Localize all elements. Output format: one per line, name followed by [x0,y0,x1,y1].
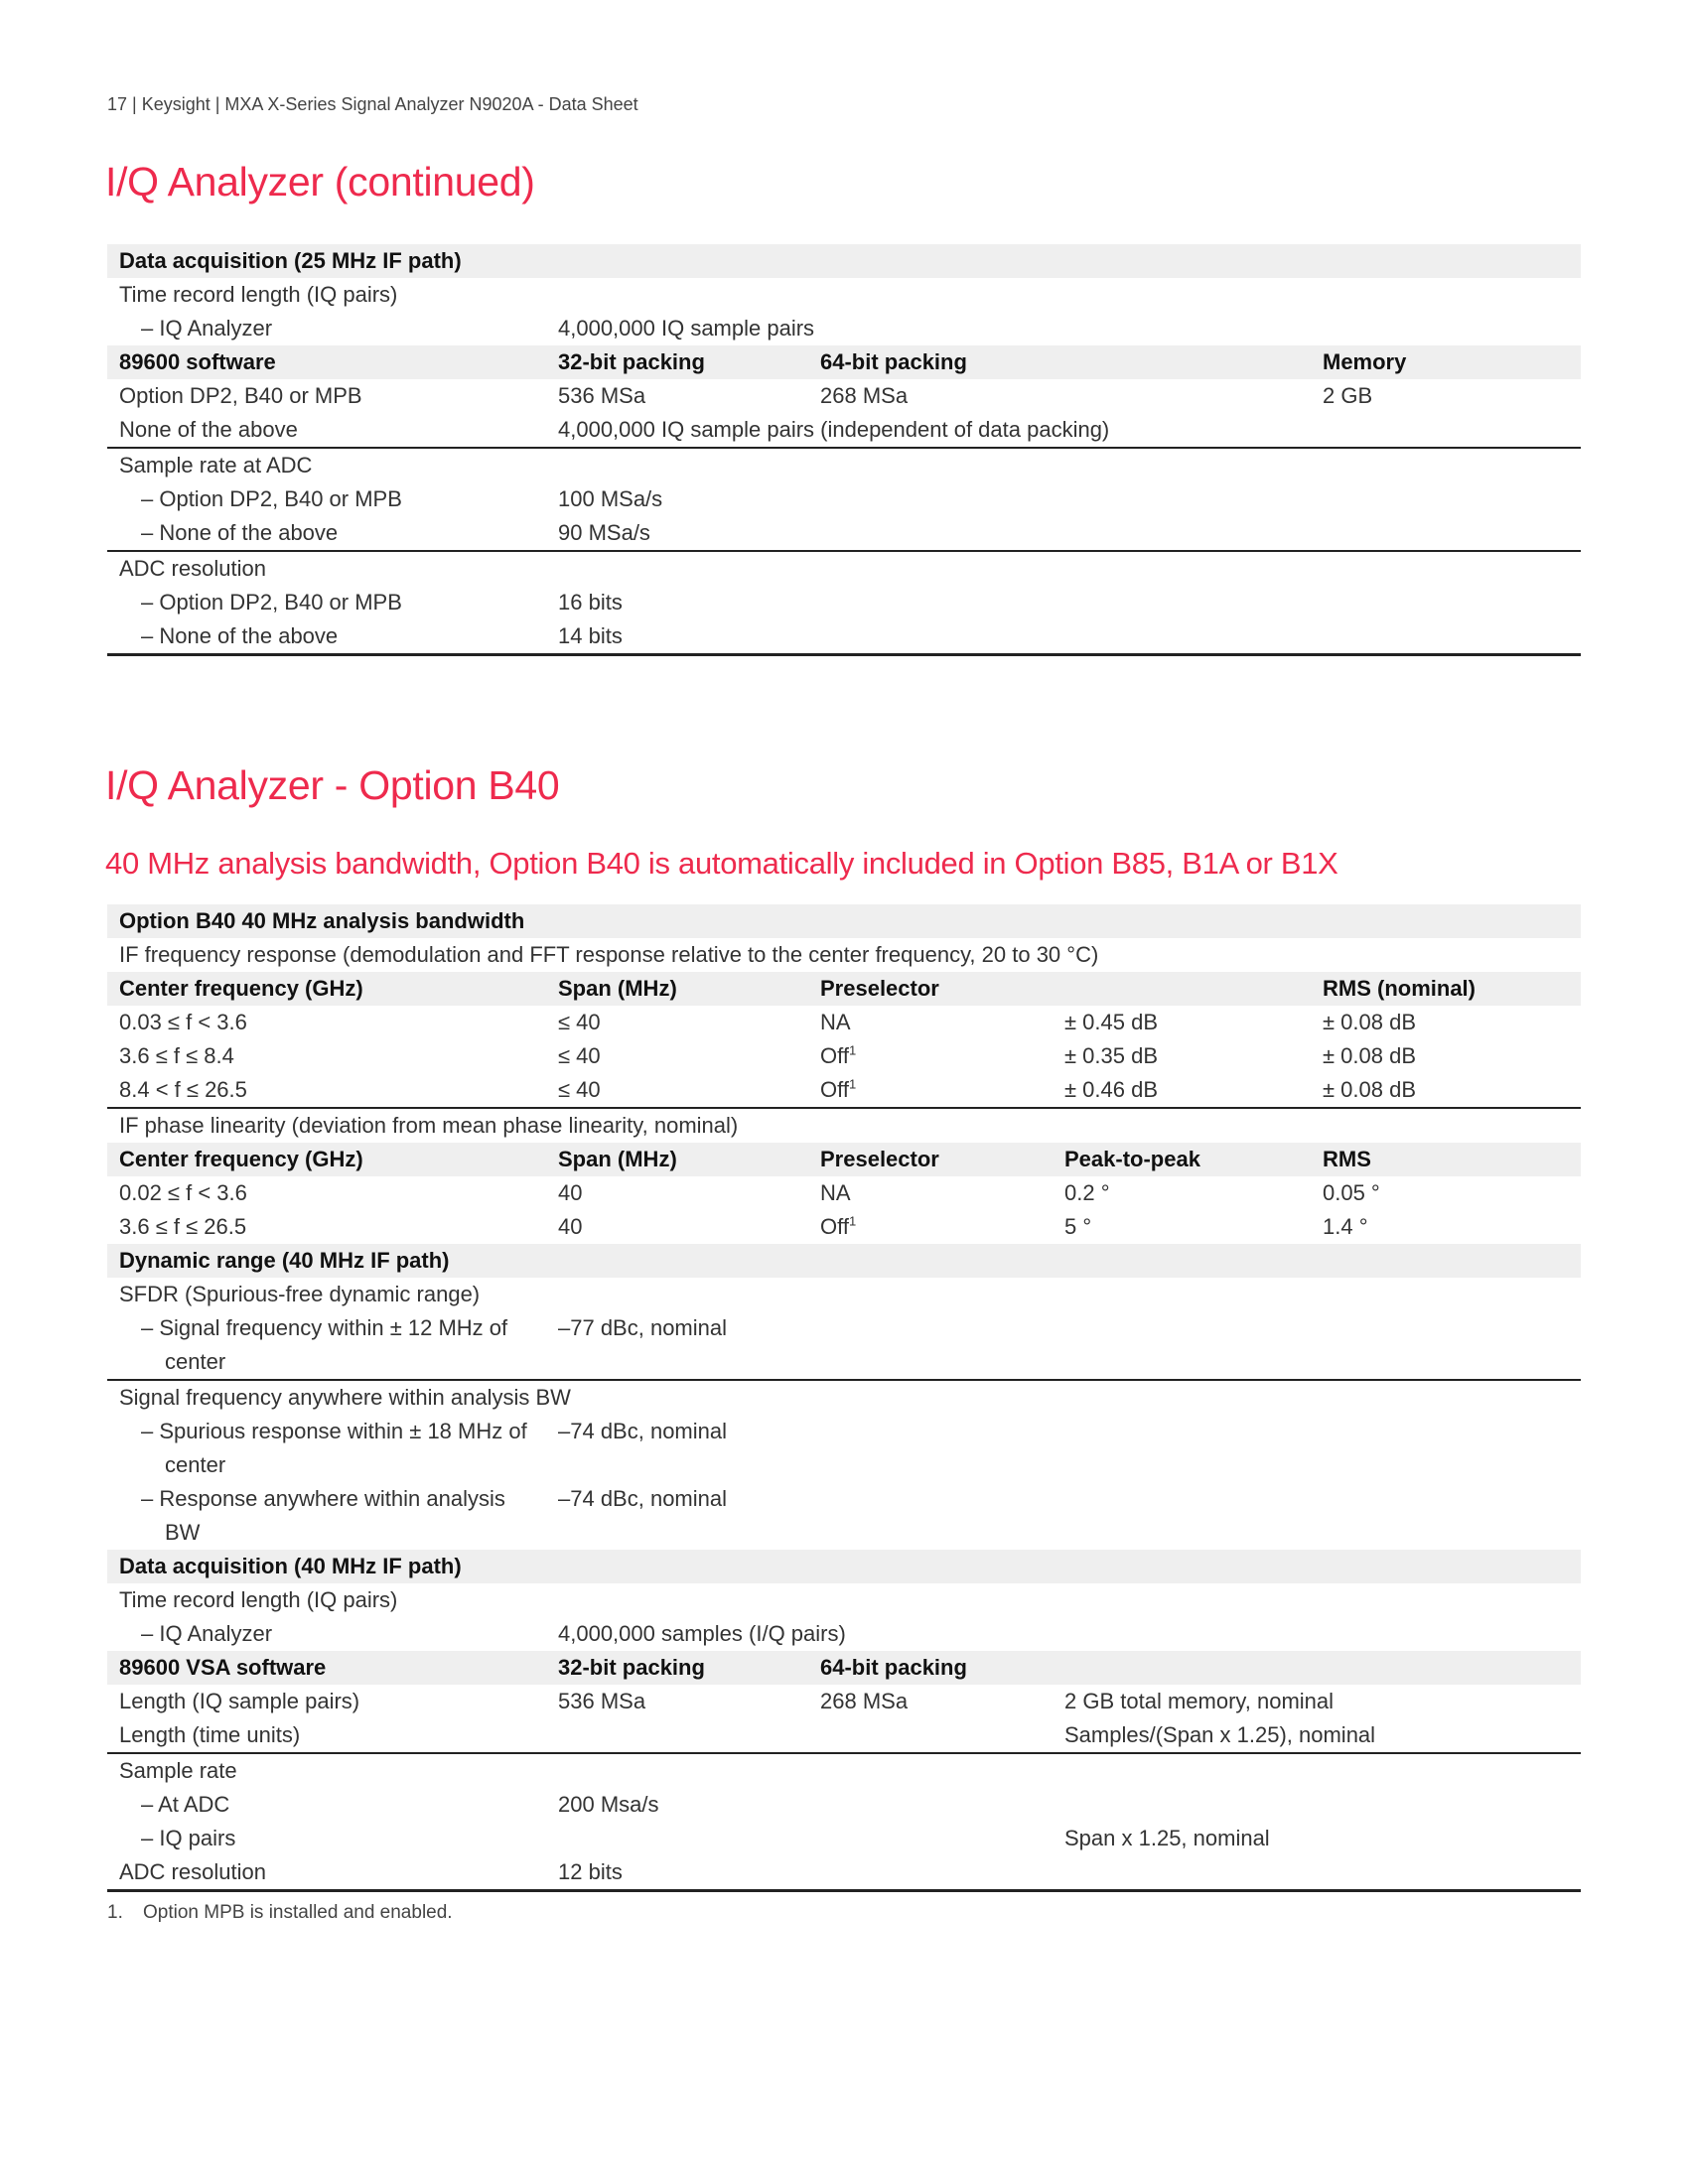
table-row [107,379,1581,413]
row-label: – Spurious response within ± 18 MHz of center [141,1419,527,1477]
row-label: 0.03 ≤ f < 3.6 [119,1010,247,1034]
table-row [107,1039,1581,1073]
table-row [107,345,1581,379]
cell-value: 100 MSa/s [558,486,663,511]
table-row [107,1108,1581,1143]
column-header: Span (MHz) [546,972,808,1006]
table-row [107,1550,1581,1583]
column-header [1053,972,1311,1006]
cell-value: 2 GB total memory, nominal [1064,1689,1335,1713]
table-row [107,1617,1581,1651]
row-label: Length (time units) [107,1718,546,1753]
row-label: 3.6 ≤ f ≤ 8.4 [119,1043,234,1068]
cell-value: 4,000,000 samples (I/Q pairs) [558,1621,846,1646]
cell-value: Span x 1.25, nominal [1064,1826,1270,1850]
cell-value [546,1822,808,1855]
column-header: 32-bit packing [546,345,808,379]
cell-value [808,1210,1053,1244]
table-row [107,1482,1581,1550]
table-row [107,1380,1581,1415]
row-label: ADC resolution [119,556,266,581]
cell-value: ≤ 40 [558,1043,601,1068]
cell-value [546,1718,808,1753]
cell-value-text: Off [820,1077,849,1102]
row-label: Sample rate [119,1758,237,1783]
row-label: IF frequency response (demodulation and FFT response relative to the center frequency, 20 to 30 °C) [119,942,1099,967]
cell-value: –74 dBc, nominal [558,1419,727,1443]
cell-value: ± 0.46 dB [1053,1073,1311,1108]
cell-value: ≤ 40 [546,1073,808,1108]
cell-value [808,1822,1053,1855]
column-header: RMS (nominal) [1311,972,1581,1006]
spec-table-25mhz [107,244,1581,656]
table-row [107,904,1581,938]
table-row [107,1006,1581,1039]
table-row [107,482,1581,516]
row-label: – IQ pairs [141,1826,236,1850]
cell-value: 5 ° [1064,1214,1092,1239]
row-label: – Response anywhere within analysis BW [141,1486,505,1545]
row-label: – IQ Analyzer [141,316,273,341]
cell-value: 40 [558,1180,583,1205]
table-row [107,619,1581,655]
cell-value: NA [820,1180,851,1205]
cell-value: 0.05 ° [1323,1180,1380,1205]
footnote-marker: 1 [848,1076,857,1092]
row-label: Length (IQ sample pairs) [119,1689,360,1713]
cell-value: 90 MSa/s [546,516,1581,551]
table-row [107,1210,1581,1244]
cell-value: 536 MSa [558,383,646,408]
footnote-text: Option MPB is installed and enabled. [143,1902,453,1923]
section-header: Data acquisition (25 MHz IF path) [107,244,1581,278]
table-row [107,1311,1581,1380]
cell-value [808,1073,1053,1108]
cell-value: 536 MSa [558,1689,646,1713]
cell-value: 2 GB [1323,383,1373,408]
section-header: Dynamic range (40 MHz IF path) [107,1244,1581,1278]
column-header: 64-bit packing [808,345,1311,379]
row-label: IF phase linearity (deviation from mean phase linearity, nominal) [119,1113,739,1138]
row-label: 8.4 < f ≤ 26.5 [107,1073,546,1108]
table-row [107,1788,1581,1822]
column-header: Peak-to-peak [1053,1143,1311,1176]
cell-value: 200 Msa/s [558,1792,659,1817]
spec-table-option-b40 [107,904,1581,1892]
column-header: 32-bit packing [546,1651,808,1685]
table-row [107,413,1581,448]
cell-value: 268 MSa [820,383,909,408]
cell-value: ± 0.35 dB [1064,1043,1159,1068]
footnote-number: 1. [107,1902,123,1923]
row-label: Time record length (IQ pairs) [119,1587,398,1612]
footnote-marker: 1 [848,1042,857,1058]
column-header: Span (MHz) [546,1143,808,1176]
table-row [107,1143,1581,1176]
cell-value [808,1039,1053,1073]
cell-value: Samples/(Span x 1.25), nominal [1053,1718,1581,1753]
cell-value: ± 0.08 dB [1323,1010,1417,1034]
cell-value-text: Off [820,1214,849,1239]
cell-value [808,1718,1053,1753]
column-header: Center frequency (GHz) [107,1143,546,1176]
cell-value: 4,000,000 IQ sample pairs [558,316,815,341]
row-label: Time record length (IQ pairs) [119,282,398,307]
row-label: – None of the above [107,516,546,551]
column-header: Memory [1311,345,1581,379]
row-label: – At ADC [141,1792,230,1817]
cell-value: 40 [558,1214,583,1239]
column-header [1053,1651,1581,1685]
column-header: RMS [1311,1143,1581,1176]
cell-value: ± 0.45 dB [1064,1010,1159,1034]
row-label: None of the above [107,413,546,448]
section-header: Data acquisition (40 MHz IF path) [107,1550,1581,1583]
table-row [107,1718,1581,1753]
cell-value: 1.4 ° [1323,1214,1368,1239]
table-row [107,1278,1581,1311]
page-header: 17 | Keysight | MXA X-Series Signal Analyzer N9020A - Data Sheet [107,94,638,114]
table-row [107,938,1581,972]
table-row [107,312,1581,345]
footnote-marker: 1 [848,1213,857,1229]
row-label: – Option DP2, B40 or MPB [141,486,402,511]
table-row [107,1753,1581,1788]
table-row [107,1651,1581,1685]
cell-value-text: Off [820,1043,849,1068]
column-header: Center frequency (GHz) [107,972,546,1006]
table-row [107,1583,1581,1617]
row-label: Sample rate at ADC [119,453,313,478]
section-subtitle: 40 MHz analysis bandwidth, Option B40 is automatically included in Option B85, B1A or B1X [105,846,1338,881]
cell-value: –77 dBc, nominal [546,1311,1581,1380]
table-row [107,1073,1581,1108]
row-label: 0.02 ≤ f < 3.6 [119,1180,247,1205]
row-label: Signal frequency anywhere within analysis BW [119,1385,571,1410]
row-label: – None of the above [107,619,546,655]
cell-value: 12 bits [546,1855,1581,1891]
table-row [107,244,1581,278]
row-label: 3.6 ≤ f ≤ 26.5 [119,1214,247,1239]
table-row [107,1685,1581,1718]
column-header: 89600 software [107,345,546,379]
row-label: SFDR (Spurious-free dynamic range) [119,1282,481,1306]
table-row [107,1244,1581,1278]
table-row [107,448,1581,482]
table-row [107,516,1581,551]
section-title-option-b40: I/Q Analyzer - Option B40 [105,762,560,808]
cell-value: 268 MSa [820,1689,909,1713]
cell-value: NA [820,1010,851,1034]
table-row [107,972,1581,1006]
column-header: 89600 VSA software [107,1651,546,1685]
table-row [107,551,1581,586]
column-header: Preselector [808,972,1053,1006]
cell-value: –74 dBc, nominal [558,1486,727,1511]
table-row [107,1855,1581,1891]
cell-value: 16 bits [558,590,623,614]
column-header: 64-bit packing [808,1651,1053,1685]
row-label: – Option DP2, B40 or MPB [141,590,402,614]
cell-value: ± 0.08 dB [1323,1043,1417,1068]
section-title-iq-continued: I/Q Analyzer (continued) [105,159,535,205]
row-label: Option DP2, B40 or MPB [119,383,362,408]
table-row [107,278,1581,312]
section-header: Option B40 40 MHz analysis bandwidth [107,904,1581,938]
column-header: Preselector [808,1143,1053,1176]
cell-value: 0.2 ° [1064,1180,1110,1205]
table-row [107,1415,1581,1482]
footnote [107,1902,453,1924]
row-label: – Signal frequency within ± 12 MHz of center [107,1311,546,1380]
cell-value: ≤ 40 [558,1010,601,1034]
cell-value: 14 bits [546,619,1581,655]
cell-value: 4,000,000 IQ sample pairs (independent of data packing) [546,413,1581,448]
table-row [107,586,1581,619]
table-row [107,1822,1581,1855]
row-label: – IQ Analyzer [141,1621,273,1646]
cell-value: ± 0.08 dB [1311,1073,1581,1108]
table-row [107,1176,1581,1210]
row-label: ADC resolution [107,1855,546,1891]
